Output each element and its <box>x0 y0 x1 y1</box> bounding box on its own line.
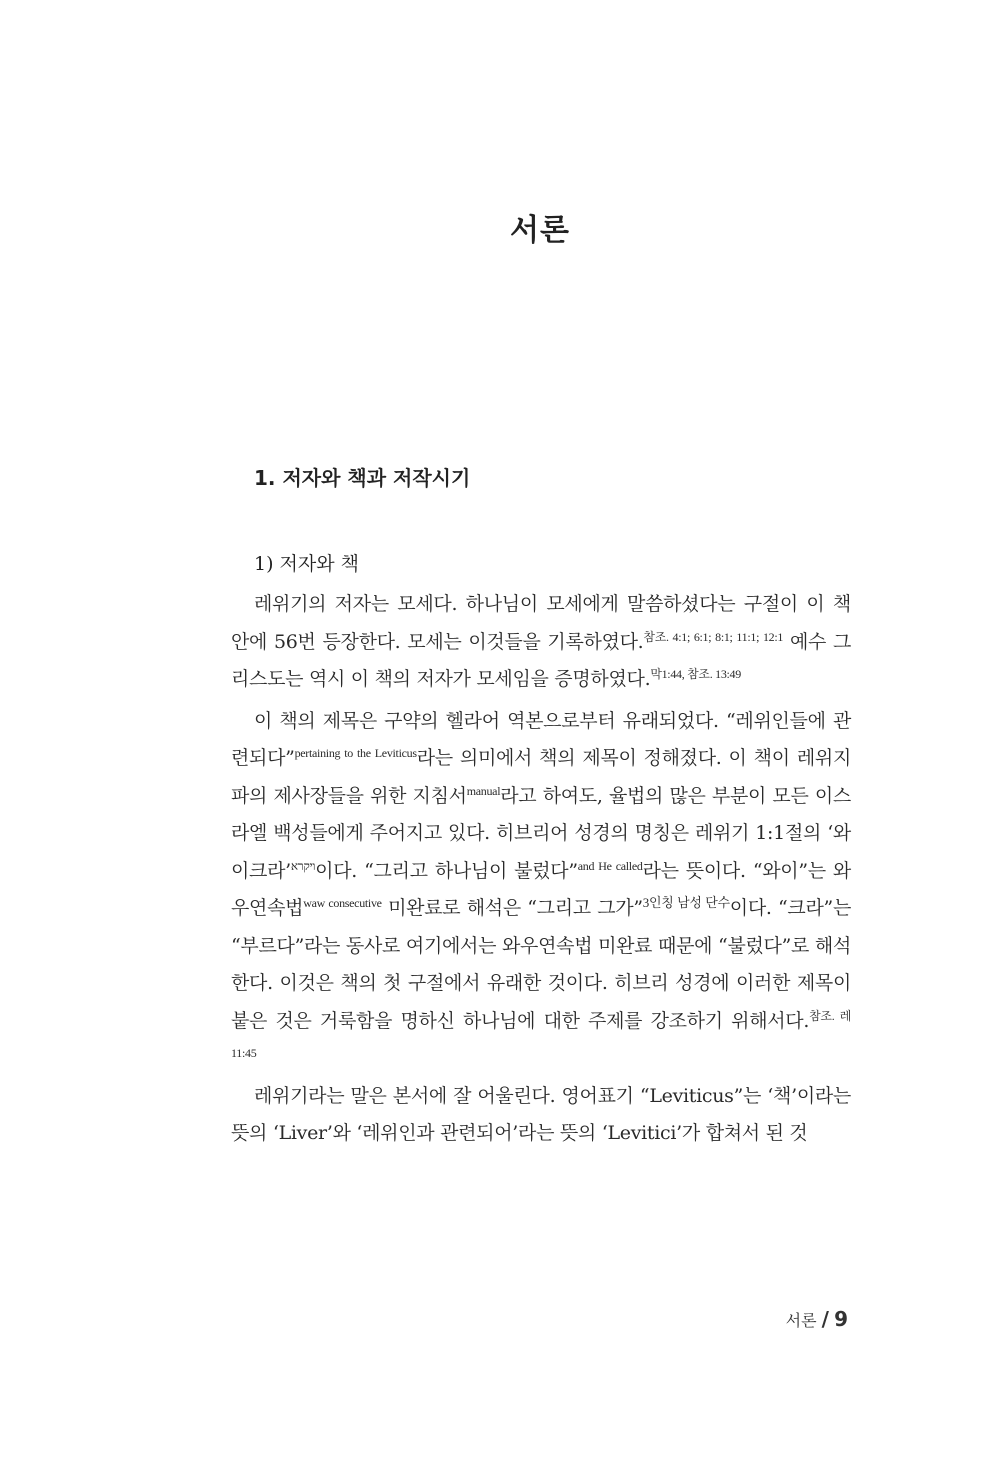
english-gloss: waw consecutive <box>303 896 382 910</box>
english-gloss: pertaining to the Leviticus <box>294 746 417 760</box>
paragraph-author <box>231 586 851 699</box>
page-number: 9 <box>834 1307 848 1331</box>
section-heading: 1. 저자와 책과 저작시기 <box>254 466 471 490</box>
footer-separator: / <box>821 1307 829 1331</box>
paragraph-name <box>231 1078 851 1153</box>
body-text <box>231 586 851 1153</box>
reference-note: 막1:44, 참조. 13:49 <box>650 667 741 681</box>
reference-note: 참조. 4:1; 6:1; 8:1; 11:1; 12:1 <box>643 629 784 644</box>
text-run: 레위기의 저자는 모세다. 하나님이 모세에게 말씀하셨다는 구절이 이 책 안에 56번 등장한다. 모세는 이것들을 기록하였다. <box>231 593 851 653</box>
text-run: 이 책의 제목은 구약의 헬라어 역본으로부터 유래되었다. “레위인들에 관련되다” <box>231 709 851 769</box>
chapter-title: 서론 <box>510 213 570 248</box>
text-run: 레위기라는 말은 본서에 잘 어울린다. 영어표기 “Leviticus”는 ‘책’이라는 뜻의 ‘Liver’와 ‘레위인과 관련되어’라는 뜻의 ‘Levitici’가 합쳐서 된 것 <box>231 1084 851 1144</box>
text-run: 라고 하여도, 율법의 많은 부분이 모든 이스라엘 백성들에게 주어지고 있다. 히브리어 성경의 명칭은 레위기 1:1절의 ‘와이크라’ <box>231 784 851 882</box>
subsection-heading: 1) 저자와 책 <box>254 553 359 575</box>
page-footer <box>786 1307 848 1331</box>
text-run: 라는 뜻이다. “와이”는 와우연속법 <box>231 859 851 919</box>
english-gloss: manual <box>466 783 501 798</box>
reference-note: 참조. 레11:45 <box>231 1008 852 1060</box>
text-run: 미완료로 해석은 “그리고 그가” <box>381 897 643 919</box>
text-run: 예수 그리스도는 역시 이 책의 저자가 모세임을 증명하였다. <box>231 630 852 690</box>
text-run: 이다. “크라”는 “부르다”라는 동사로 여기에서는 와우연속법 미완료 때문에 “불렀다”로 해석한다. 이것은 책의 첫 구절에서 유래한 것이다. 히브리 성경에 이러한 제목이 붙은 것은 거룩함을 명하신 하나님에 대한 주제를 강조하기 위해서다. <box>231 897 852 1032</box>
running-head: 서론 <box>785 1311 817 1330</box>
paragraph-title <box>231 703 851 1078</box>
grammar-note: 3인칭 남성 단수 <box>642 895 730 910</box>
text-run: 이다. “그리고 하나님이 불렀다” <box>315 859 578 882</box>
english-gloss: and He called <box>577 858 643 873</box>
text-run: 라는 의미에서 책의 제목이 정해졌다. 이 책이 레위지파의 제사장들을 위한 지침서 <box>231 747 851 807</box>
hebrew-gloss: ויקרא <box>290 858 316 873</box>
